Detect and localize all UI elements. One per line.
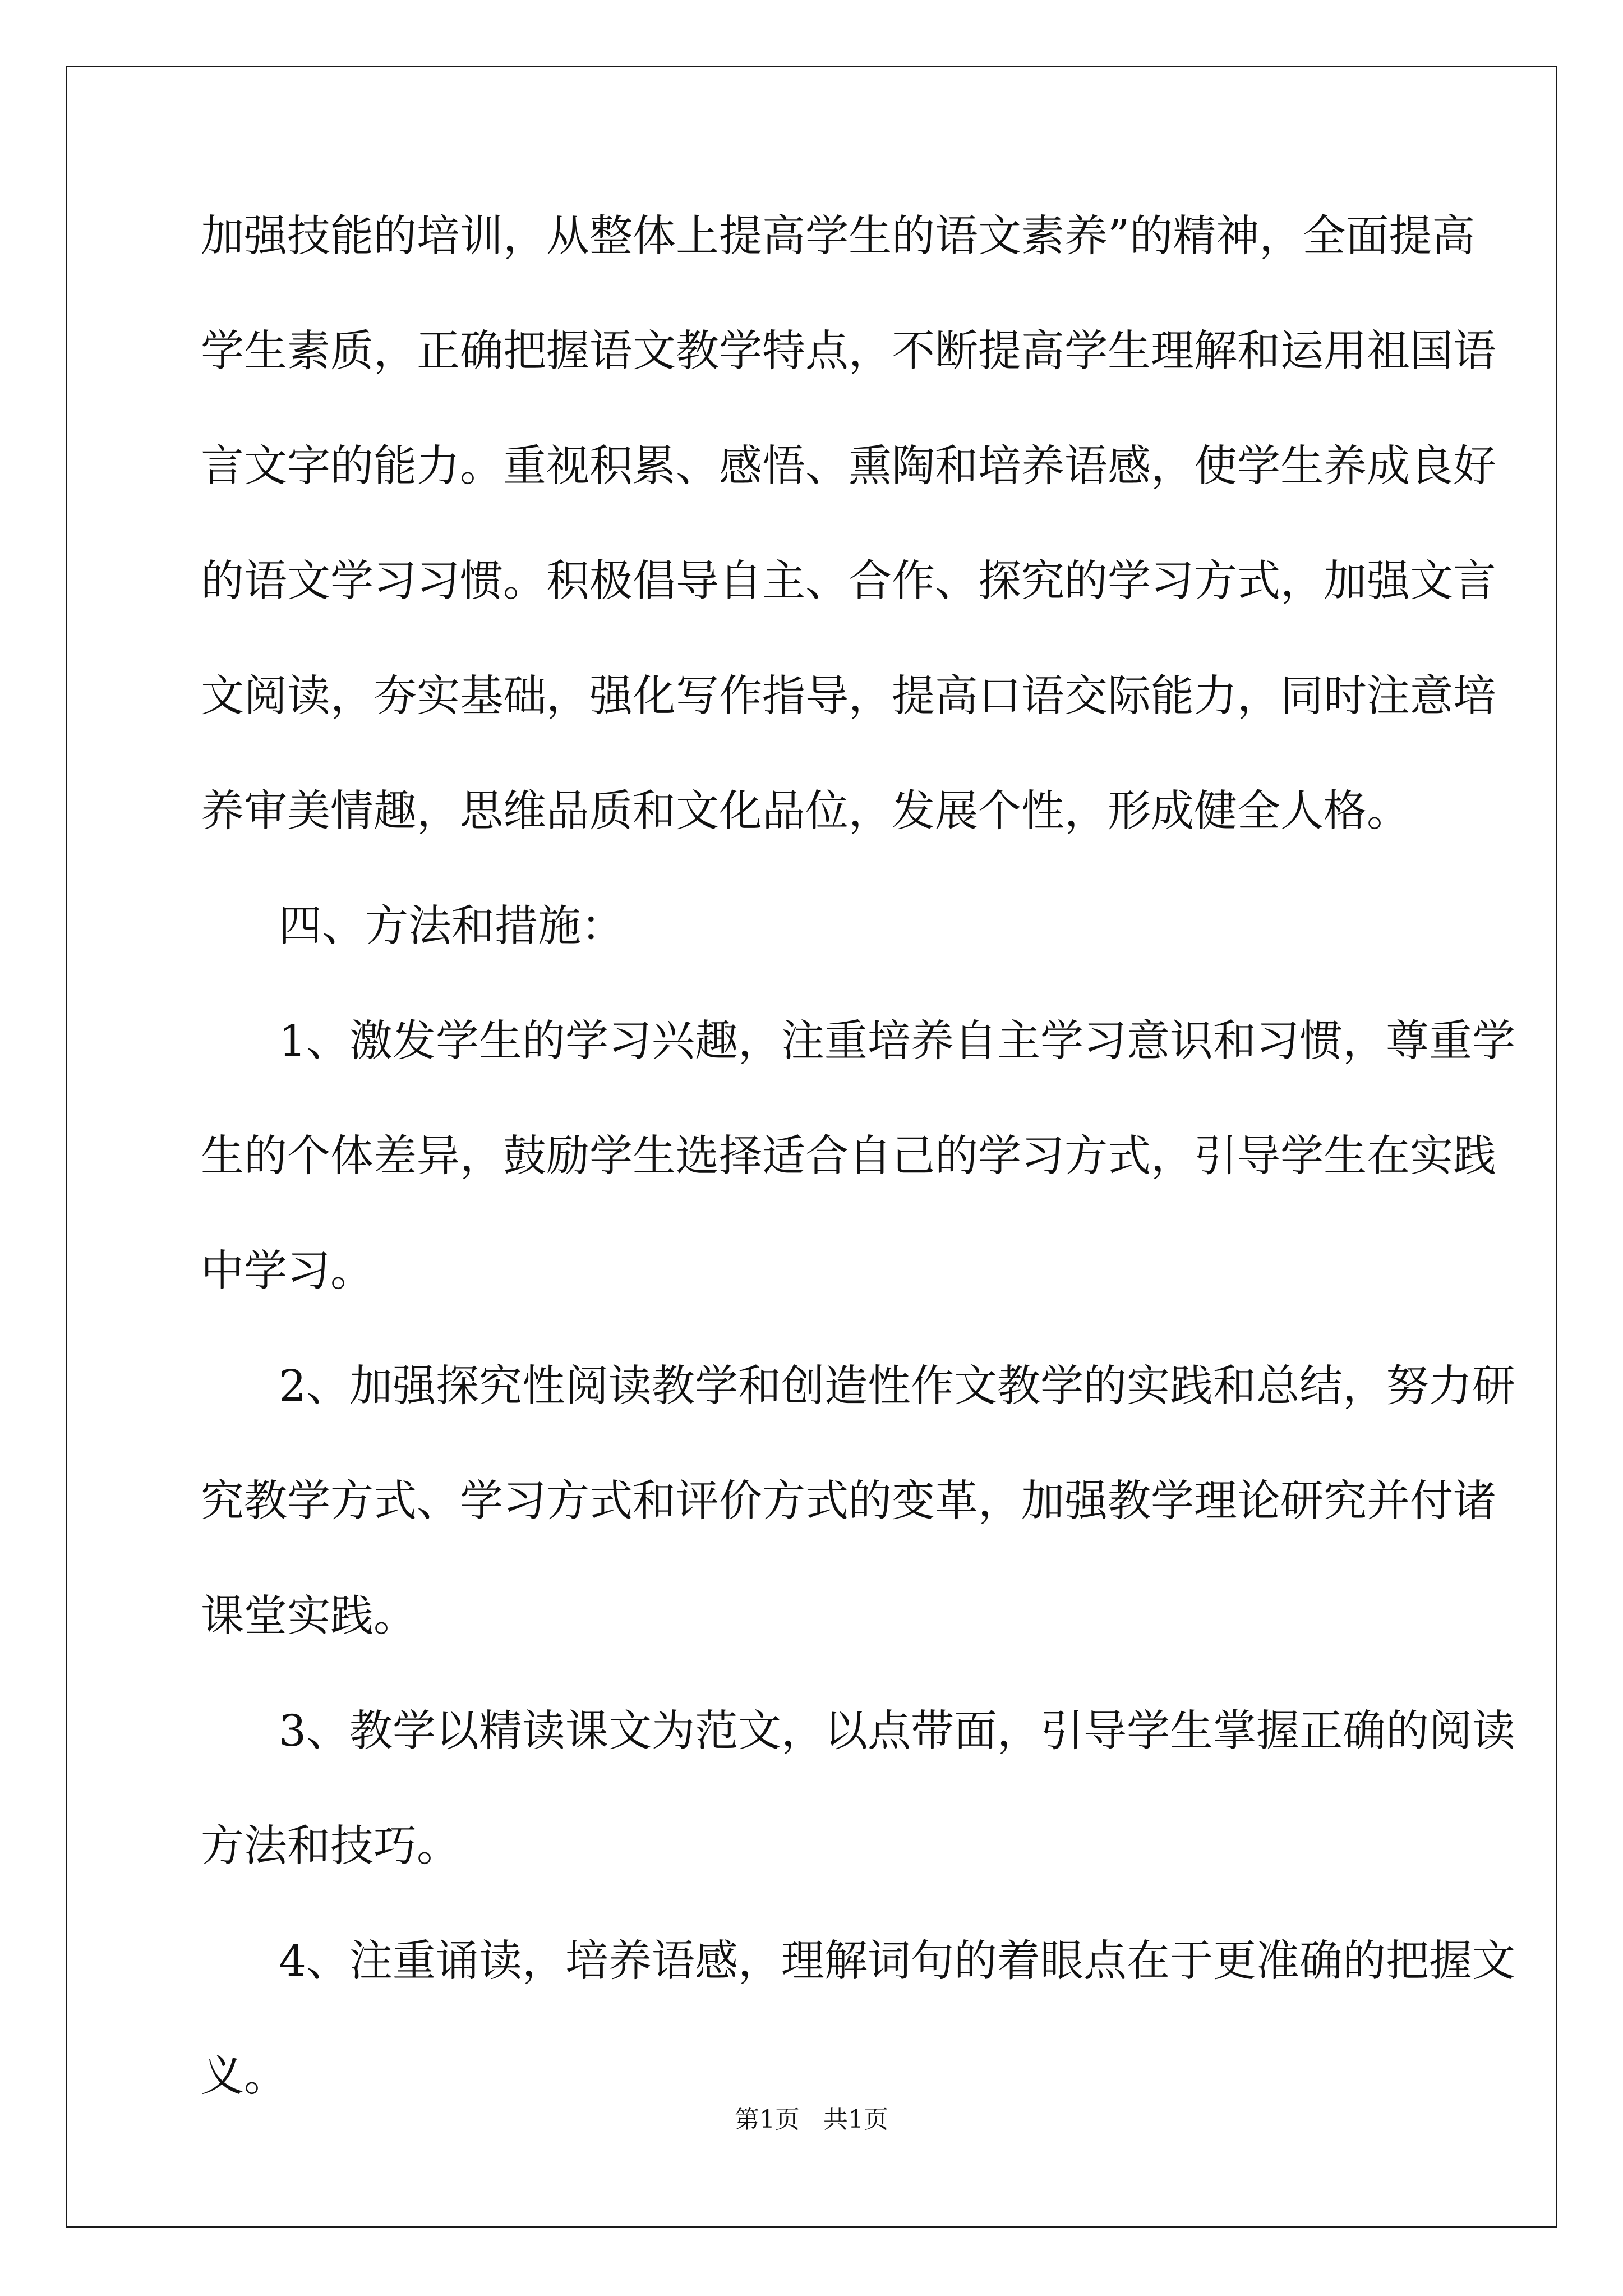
item-1-line-3: 中学习。 xyxy=(201,1246,374,1296)
item-1-line-2: 生的个体差异，鼓励学生选择适合自己的学习方式，引导学生在实践 xyxy=(201,1131,1496,1181)
section-heading: 四、方法和措施： xyxy=(279,901,624,951)
item-4-line-1: 4、注重诵读，培养语感，理解词句的着眼点在于更准确的把握文 xyxy=(279,1936,1515,1986)
text-line-3: 言文字的能力。重视积累、感悟、熏陶和培养语感，使学生养成良好 xyxy=(201,441,1496,491)
text-line-1: 加强技能的培训，从整体上提高学生的语文素养”的精神，全面提高 xyxy=(201,211,1476,261)
text-line-5: 文阅读，夯实基础，强化写作指导，提高口语交际能力，同时注意培 xyxy=(201,671,1496,721)
item-4-line-2: 义。 xyxy=(201,2051,287,2101)
item-2-line-3: 课堂实践。 xyxy=(201,1591,417,1641)
text-line-2: 学生素质，正确把握语文教学特点，不断提高学生理解和运用祖国语 xyxy=(201,326,1496,376)
page-number-footer: 第1页 共1页 xyxy=(735,2105,888,2134)
item-3-line-2: 方法和技巧。 xyxy=(201,1821,460,1871)
text-line-6: 养审美情趣，思维品质和文化品位，发展个性，形成健全人格。 xyxy=(201,786,1410,836)
item-3-line-1: 3、教学以精读课文为范文，以点带面，引导学生掌握正确的阅读 xyxy=(279,1706,1515,1756)
item-1-line-1: 1、激发学生的学习兴趣，注重培养自主学习意识和习惯，尊重学 xyxy=(279,1016,1515,1066)
item-2-line-2: 究教学方式、学习方式和评价方式的变革，加强教学理论研究并付诸 xyxy=(201,1476,1496,1526)
item-2-line-1: 2、加强探究性阅读教学和创造性作文教学的实践和总结，努力研 xyxy=(279,1361,1515,1411)
text-line-4: 的语文学习习惯。积极倡导自主、合作、探究的学习方式，加强文言 xyxy=(201,556,1496,606)
